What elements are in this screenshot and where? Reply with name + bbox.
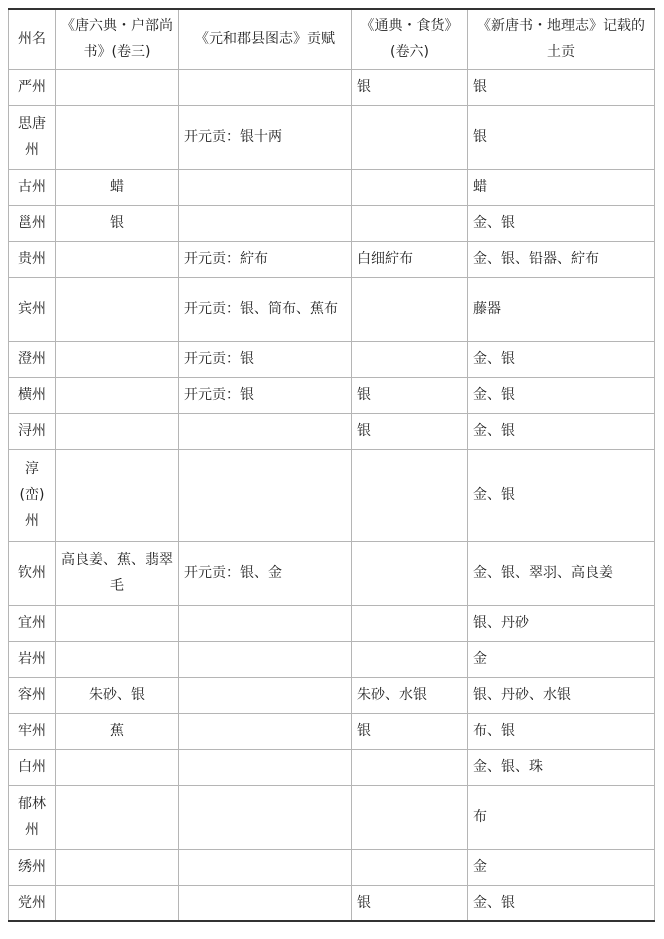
yuanhe-cell: 开元贡：银、筒布、蕉布 (179, 277, 352, 341)
prefecture-cell: 宾州 (9, 277, 56, 341)
prefecture-cell: 古州 (9, 169, 56, 205)
prefecture-cell: 澄州 (9, 341, 56, 377)
tongdian-cell: 朱砂、水银 (352, 677, 468, 713)
liudian-cell (56, 605, 179, 641)
table-row (9, 449, 655, 541)
yuanhe-cell (179, 641, 352, 677)
liudian-cell (56, 885, 179, 921)
prefecture-cell: 钦州 (9, 541, 56, 605)
document-page (8, 8, 655, 922)
header-row (9, 9, 655, 69)
tongdian-cell (352, 605, 468, 641)
xintangshu-cell: 藤器 (468, 277, 655, 341)
prefecture-cell: 贵州 (9, 241, 56, 277)
yuanhe-cell (179, 713, 352, 749)
liudian-cell (56, 641, 179, 677)
prefecture-cell: 横州 (9, 377, 56, 413)
xintangshu-cell: 金、银 (468, 885, 655, 921)
tongdian-cell (352, 277, 468, 341)
tongdian-cell: 银 (352, 377, 468, 413)
xintangshu-cell: 金、银 (468, 413, 655, 449)
table-row (9, 169, 655, 205)
table-row (9, 69, 655, 105)
tongdian-cell (352, 641, 468, 677)
xintangshu-cell: 银 (468, 69, 655, 105)
yuanhe-cell (179, 205, 352, 241)
liudian-cell: 银 (56, 205, 179, 241)
liudian-cell (56, 413, 179, 449)
header-xintangshu: 《新唐书・地理志》记载的土贡 (468, 9, 655, 69)
table-row (9, 605, 655, 641)
yuanhe-cell (179, 413, 352, 449)
prefecture-cell: 严州 (9, 69, 56, 105)
prefecture-cell: 浔州 (9, 413, 56, 449)
tongdian-cell (352, 341, 468, 377)
xintangshu-cell: 银 (468, 105, 655, 169)
tongdian-cell: 银 (352, 885, 468, 921)
prefecture-cell: 思唐州 (9, 105, 56, 169)
tongdian-cell: 白细紵布 (352, 241, 468, 277)
xintangshu-cell: 银、丹砂、水银 (468, 677, 655, 713)
xintangshu-cell: 银、丹砂 (468, 605, 655, 641)
table-row (9, 277, 655, 341)
table-row (9, 885, 655, 921)
table-row (9, 713, 655, 749)
prefecture-cell: 宜州 (9, 605, 56, 641)
liudian-cell (56, 241, 179, 277)
liudian-cell: 高良姜、蕉、翡翠毛 (56, 541, 179, 605)
xintangshu-cell: 金 (468, 849, 655, 885)
table-row (9, 641, 655, 677)
liudian-cell (56, 849, 179, 885)
header-tongdian: 《通典・食货》(卷六) (352, 9, 468, 69)
yuanhe-cell (179, 885, 352, 921)
prefecture-cell: 岩州 (9, 641, 56, 677)
tongdian-cell: 银 (352, 69, 468, 105)
xintangshu-cell: 金、银 (468, 341, 655, 377)
liudian-cell (56, 277, 179, 341)
table-row (9, 241, 655, 277)
xintangshu-cell: 布 (468, 785, 655, 849)
liudian-cell (56, 105, 179, 169)
table-row (9, 849, 655, 885)
yuanhe-cell (179, 849, 352, 885)
prefecture-cell: 郁林州 (9, 785, 56, 849)
liudian-cell: 蜡 (56, 169, 179, 205)
yuanhe-cell: 开元贡：银、金 (179, 541, 352, 605)
prefecture-cell: 邕州 (9, 205, 56, 241)
liudian-cell (56, 341, 179, 377)
yuanhe-cell (179, 605, 352, 641)
yuanhe-cell (179, 169, 352, 205)
yuanhe-cell (179, 449, 352, 541)
tongdian-cell (352, 749, 468, 785)
xintangshu-cell: 金、银 (468, 377, 655, 413)
xintangshu-cell: 金 (468, 641, 655, 677)
prefecture-cell: 绣州 (9, 849, 56, 885)
xintangshu-cell: 金、银、铅器、紵布 (468, 241, 655, 277)
liudian-cell (56, 377, 179, 413)
tongdian-cell (352, 205, 468, 241)
header-tang-liudian: 《唐六典・户部尚书》(卷三) (56, 9, 179, 69)
tongdian-cell (352, 849, 468, 885)
xintangshu-cell: 蜡 (468, 169, 655, 205)
yuanhe-cell (179, 69, 352, 105)
prefecture-cell: 淳(峦)州 (9, 449, 56, 541)
liudian-cell (56, 69, 179, 105)
tongdian-cell (352, 169, 468, 205)
prefecture-cell: 容州 (9, 677, 56, 713)
liudian-cell (56, 449, 179, 541)
xintangshu-cell: 金、银 (468, 205, 655, 241)
tongdian-cell (352, 785, 468, 849)
table-row (9, 749, 655, 785)
liudian-cell (56, 785, 179, 849)
yuanhe-cell: 开元贡：银十两 (179, 105, 352, 169)
tongdian-cell (352, 449, 468, 541)
header-prefecture: 州名 (9, 9, 56, 69)
yuanhe-cell: 开元贡：银 (179, 341, 352, 377)
xintangshu-cell: 布、银 (468, 713, 655, 749)
table-row (9, 377, 655, 413)
xintangshu-cell: 金、银 (468, 449, 655, 541)
xintangshu-cell: 金、银、翠羽、高良姜 (468, 541, 655, 605)
yuanhe-cell (179, 677, 352, 713)
tongdian-cell (352, 541, 468, 605)
table-row (9, 341, 655, 377)
prefecture-cell: 牢州 (9, 713, 56, 749)
yuanhe-cell: 开元贡：银 (179, 377, 352, 413)
prefecture-cell: 党州 (9, 885, 56, 921)
table-row (9, 541, 655, 605)
table-row (9, 413, 655, 449)
tribute-table (8, 8, 655, 922)
liudian-cell: 朱砂、银 (56, 677, 179, 713)
table-row (9, 105, 655, 169)
tongdian-cell (352, 105, 468, 169)
tongdian-cell: 银 (352, 413, 468, 449)
xintangshu-cell: 金、银、珠 (468, 749, 655, 785)
table-row (9, 677, 655, 713)
tongdian-cell: 银 (352, 713, 468, 749)
yuanhe-cell (179, 785, 352, 849)
yuanhe-cell: 开元贡：紵布 (179, 241, 352, 277)
table-row (9, 785, 655, 849)
table-row (9, 205, 655, 241)
header-yuanhe-zhi: 《元和郡县图志》贡赋 (179, 9, 352, 69)
liudian-cell: 蕉 (56, 713, 179, 749)
yuanhe-cell (179, 749, 352, 785)
prefecture-cell: 白州 (9, 749, 56, 785)
liudian-cell (56, 749, 179, 785)
